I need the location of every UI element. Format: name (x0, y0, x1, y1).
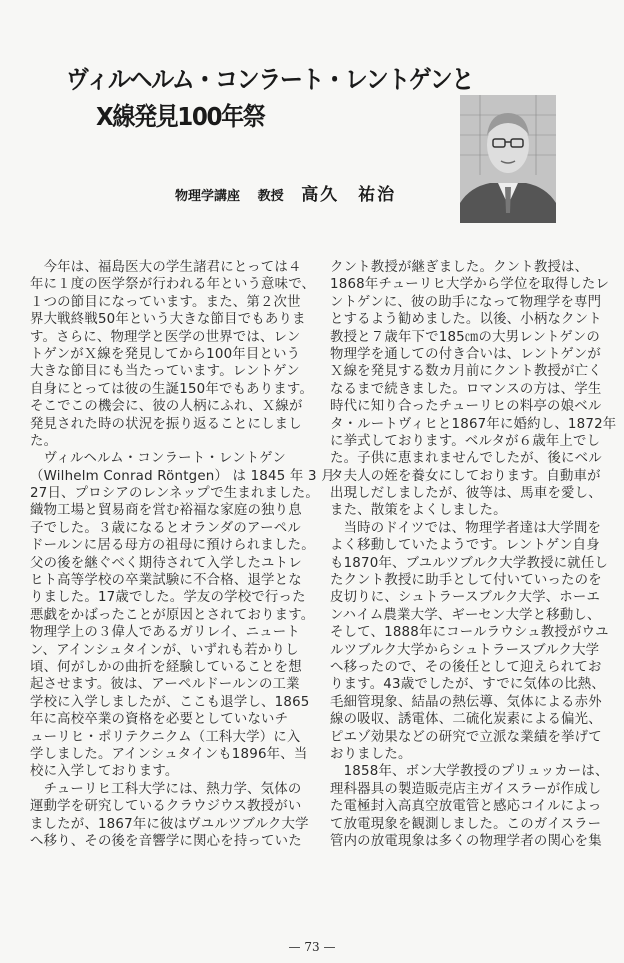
author-portrait-photo (460, 95, 556, 223)
text-line: ンハイム農業大学、ギーセン大学と移動し、 (330, 607, 601, 623)
text-line: 教授と７歳年下で185㎝の大男レントゲンの (330, 329, 600, 345)
text-line: 起させます。彼は、アーペルドールンの工業 (30, 677, 300, 693)
text-line: おりました。 (330, 746, 412, 762)
text-line: 物理学上の３偉人であるガリレイ、ニュート (30, 625, 300, 641)
text-line: ピエゾ効果などの研究で立派な業績を挙げて (330, 729, 602, 745)
body-column-right (330, 259, 620, 850)
text-line: 校に入学しております。 (30, 764, 179, 780)
text-line: なるまで続きました。ロマンスの方は、学生 (330, 381, 602, 397)
text-line: 時代に知り合ったチューリヒの料亭の娘ベル (330, 399, 602, 415)
text-line: ドールンに居る母方の祖母に預けられました。 (30, 538, 315, 554)
text-line: １つの節目になっています。また、第２次世 (30, 294, 301, 310)
article-title-line1: ヴィルヘルム・コンラート・レントゲンと (66, 65, 473, 94)
text-line: トゲンがＸ線を発見してから100年目という (30, 346, 301, 362)
text-line: 理科器具の製造販売店主ガイスラーが作成し (330, 781, 602, 797)
text-line: Ｘ線を発見する数カ月前にクント教授が亡く (330, 364, 602, 380)
text-line: 27日、プロシアのレンネップで生まれました。 (30, 486, 319, 502)
text-line: タ夫人の姪を養女にしております。自動車が (330, 468, 601, 484)
text-line: ューリヒ・ポリテクニクム（工科大学）に入 (30, 729, 301, 745)
text-line: 出現しだしましたが、彼等は、馬車を愛し、 (330, 486, 602, 502)
text-line: タ・ルートヴィヒと1867年に婚約し、1872年 (330, 416, 617, 432)
text-line: （Wilhelm Conrad Röntgen） は 1845 年 3 月 (30, 468, 335, 484)
text-line: 織物工場と貿易商を営む裕福な家庭の独り息 (30, 503, 302, 519)
text-line: 学しました。アインシュタインも1896年、当 (30, 746, 308, 762)
text-line: クント教授が継ぎました。クント教授は、 (330, 260, 589, 275)
author-department: 物理学講座 (175, 189, 241, 204)
portrait-icon (460, 95, 556, 223)
text-line: 線の吸収、誘電体、二硫化炭素による偏光、 (330, 712, 602, 728)
text-line: 運動学を研究しているクラウジウス教授がい (30, 799, 302, 815)
text-line: そこでこの機会に、彼の人柄にふれ、Ｘ線が (30, 399, 303, 415)
text-line: 発見された時の状況を振り返ることにしまし (30, 416, 302, 432)
text-line: 1858年、ボン大学教授のプリュッカーは、 (330, 764, 609, 780)
text-line: 物理学を通しての付き合いは、レントゲンが (330, 346, 601, 362)
text-line: 自身にとっては彼の生誕150年でもあります。 (30, 381, 314, 397)
text-line: ります。43歳でしたが、すでに気体の比熱、 (330, 677, 605, 693)
text-line: ン、アインシュタインが、いずれも若かりし (30, 642, 299, 658)
text-line: そして、1888年にコールラウシュ教授がウユ (330, 625, 609, 641)
text-line: 皮切りに、シュトラースブルク大学、ホーエ (330, 590, 601, 606)
page-number: — 73 — (288, 940, 336, 954)
text-line: へ移ったので、その後任として迎えられてお (330, 659, 602, 675)
text-line: す。さらに、物理学と医学の世界では、レン (30, 329, 301, 345)
text-line: 学校に入学しましたが、ここも退学し、1865 (30, 694, 310, 710)
text-line: た電極封入高真空放電管と感応コイルによっ (330, 799, 602, 815)
text-line: 1868年チューリヒ大学から学位を取得したレ (330, 277, 610, 293)
text-line: 悪戯をかばったことが原因とされております。 (30, 607, 315, 623)
article-title-line2: X線発見100年祭 (96, 102, 265, 131)
text-line: 父の後を継ぐべく期待されて入学したユトレ (30, 555, 302, 571)
body-column-left (30, 259, 335, 850)
text-line: 今年は、福島医大の学生諸君にとっては４ (30, 260, 302, 275)
text-line: チューリヒ工科大学には、熱力学、気体の (30, 781, 302, 797)
text-line: ヒト高等学校の卒業試験に不合格、退学とな (30, 573, 302, 589)
text-line: 大きな節目にも当たっています。レントゲン (30, 364, 300, 380)
text-line: とするよう勧めました。以後、小柄なクント (330, 312, 602, 328)
text-line: 子でした。３歳になるとオランダのアーペル (30, 520, 301, 536)
text-line: 管内の放電現象は多くの物理学者の関心を集 (330, 833, 602, 849)
text-line: ルツブルク大学からシュトラースブルク大学 (330, 642, 600, 658)
text-line: 年に１度の医学祭が行われる年という意味で、 (30, 277, 316, 293)
text-line: また、散策をよくしました。 (330, 503, 507, 519)
text-line: に挙式しております。ベルタが６歳年上でし (330, 433, 601, 449)
text-line: よく移動していたようです。レントゲン自身 (330, 538, 600, 554)
text-line: た。 (30, 433, 58, 449)
text-line: て放電現象を観測しました。このガイスラー (330, 816, 602, 832)
text-line: ントゲンに、彼の助手になって物理学を専門 (330, 294, 602, 310)
text-line: 当時のドイツでは、物理学者達は大学間を (330, 520, 602, 536)
text-line: ましたが、1867年に彼はヴユルツブルク大学 (30, 816, 309, 832)
text-line: へ移り、その後を音響学に関心を持っていた (30, 833, 302, 849)
text-line: 界大戦終戦50年という大きな節目でもありま (30, 312, 306, 328)
text-line: たクント教授に助手として付いていったのを (330, 573, 602, 589)
text-line: も1870年、ブユルツブルク大学教授に就任し (330, 555, 609, 571)
text-line: 頃、何がしかの曲折を経験していることを想 (30, 659, 302, 675)
text-line: 毛細管現象、結晶の熱伝導、気体による赤外 (330, 694, 602, 710)
author-byline (175, 180, 396, 205)
author-rank: 教授 (257, 189, 284, 204)
text-line: ヴィルヘルム・コンラート・レントゲン (30, 451, 287, 467)
author-name: 高久 祐治 (301, 185, 397, 205)
text-line: りました。17歳でした。学友の学校で行った (30, 590, 306, 606)
text-line: 年に高校卒業の資格を必要としていないチ (30, 712, 289, 728)
text-line: た。子供に恵まれませんでしたが、後にベル (330, 451, 602, 467)
